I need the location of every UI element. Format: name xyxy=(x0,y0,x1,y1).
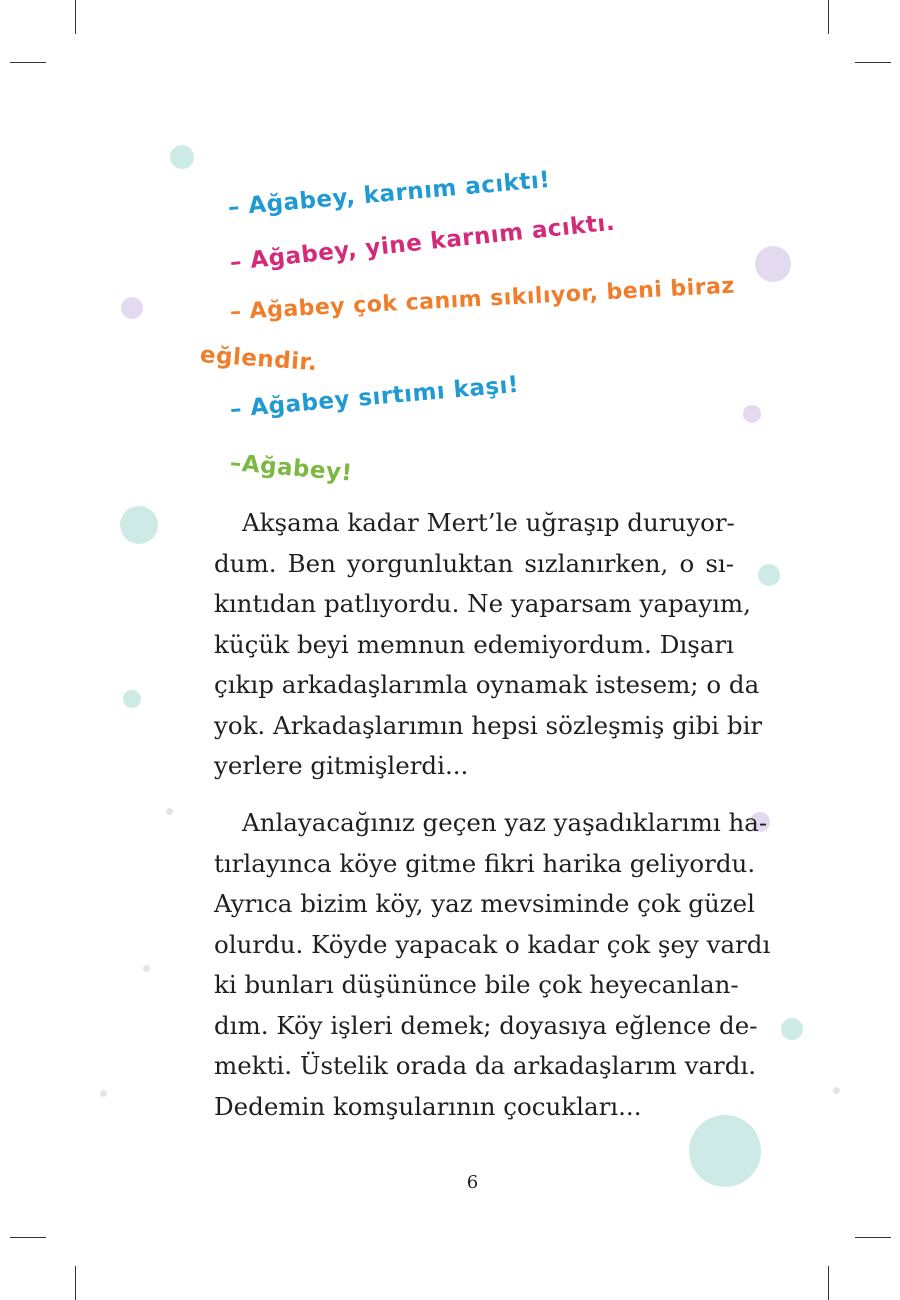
text-line: kıntıdan patlıyordu. Ne yaparsam yapayım, xyxy=(214,589,751,618)
decorative-dot xyxy=(143,965,150,972)
paragraph xyxy=(214,803,771,1127)
text-line: Anlayacağınız geçen yaz yaşadıklarımı ha- xyxy=(242,808,768,837)
decorative-dot xyxy=(755,246,791,282)
text-line: mekti. Üstelik orada da arkadaşlarım vardı. xyxy=(214,1051,757,1080)
decorative-dot xyxy=(758,564,780,586)
decorative-dot xyxy=(123,690,141,708)
text-line: ki bunları düşününce bile çok heyecanlan- xyxy=(214,970,739,999)
dialogue-line: eğlendir. xyxy=(199,342,319,377)
text-line: dum. Ben yorgunluktan sızlanırken, o sı- xyxy=(214,548,734,578)
text-line: olurdu. Köyde yapacak o kadar çok şey vardı xyxy=(214,929,771,959)
text-line: küçük beyi memnun edemiyordum. Dışarı xyxy=(214,629,734,659)
dialogue-line: –Ağabey! xyxy=(228,450,354,487)
text-line: yok. Arkadaşlarımın hepsi sözleşmiş gibi bir xyxy=(214,710,763,740)
dialogue-line: – Ağabey sırtımı kaşı! xyxy=(228,371,520,423)
text-line: çıkıp arkadaşlarımla oynamak istesem; o da xyxy=(214,670,760,699)
decorative-dot xyxy=(120,506,158,544)
crop-mark xyxy=(855,1237,891,1238)
text-line: Dedemin komşularının çocukları... xyxy=(214,1091,642,1121)
decorative-dot xyxy=(121,297,143,319)
text-line: tırlayınca köye gitme fikri harika geliyordu. xyxy=(214,848,756,878)
decorative-dot xyxy=(170,145,194,169)
paragraph xyxy=(214,503,763,787)
dialogue-line: – Ağabey, yine karnım acıktı. xyxy=(228,209,617,276)
crop-mark xyxy=(855,62,891,63)
decorative-dot xyxy=(743,405,761,423)
text-line: Akşama kadar Mert’le uğraşıp duruyor- xyxy=(242,508,735,537)
text-line: Ayrıca bizim köy, yaz mevsiminde çok güzel xyxy=(214,889,755,918)
crop-mark xyxy=(75,1266,76,1300)
text-line: yerlere gitmişlerdi... xyxy=(214,751,469,780)
crop-mark xyxy=(828,0,829,34)
page-number: 6 xyxy=(466,1172,479,1193)
crop-mark xyxy=(828,1266,829,1300)
dialogue-line: – Ağabey çok canım sıkılıyor, beni biraz xyxy=(229,273,736,325)
decorative-dot xyxy=(781,1018,803,1040)
crop-mark xyxy=(10,62,46,63)
decorative-dot xyxy=(100,1090,107,1097)
decorative-dot xyxy=(833,1087,840,1094)
decorative-dot xyxy=(166,808,173,815)
text-line: dım. Köy işleri demek; doyasıya eğlence de- xyxy=(214,1010,758,1040)
dialogue-line: – Ağabey, karnım acıktı! xyxy=(226,166,552,221)
crop-mark xyxy=(10,1237,46,1238)
crop-mark xyxy=(75,0,76,34)
